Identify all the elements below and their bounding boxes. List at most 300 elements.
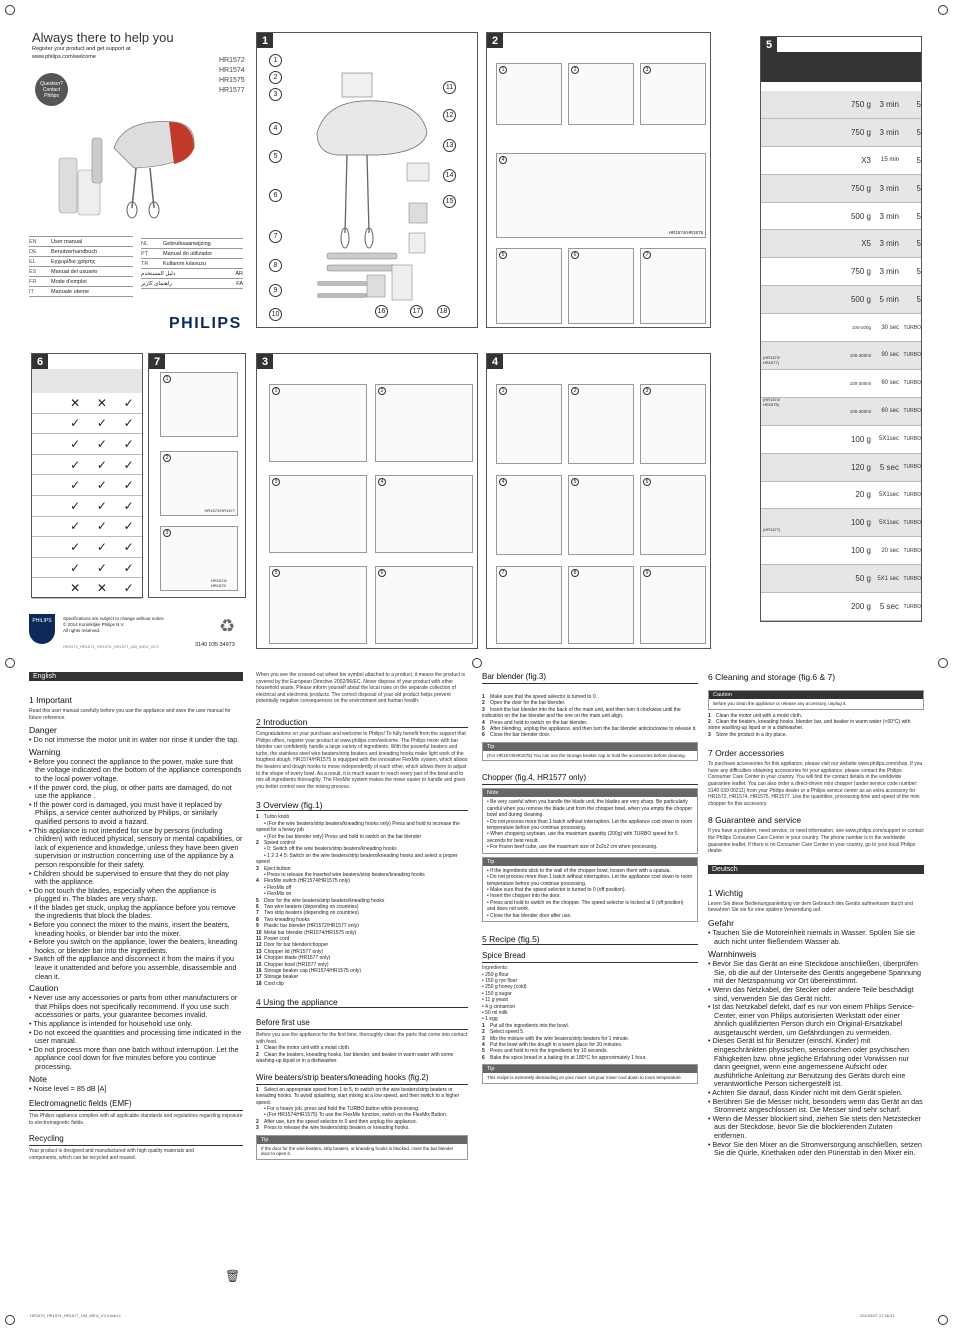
item-text: • FlexMix off — [264, 884, 292, 891]
part-9-label: 9 — [269, 284, 282, 297]
recipe-speed: 5 — [916, 239, 921, 249]
lang-code: PT — [141, 250, 149, 257]
recipe-time: 3 min — [879, 127, 899, 137]
recipe-table-header — [761, 52, 921, 82]
item-text: • (For the wire beaters/strip beaters/kneading hooks only) Press and hold to increase the speed for a heavy job — [256, 820, 460, 834]
section-heading: 7 Order accessories — [708, 748, 785, 759]
recipe-qty: 100-200g — [851, 325, 871, 331]
recipe-qty: 500 g — [850, 211, 871, 221]
recipe-qty: X3 — [861, 155, 871, 165]
bullet-item: • This appliance is intended for household use only. — [29, 1019, 193, 1028]
part-17-label: 17 — [410, 305, 423, 318]
item-number: 5 — [482, 726, 485, 733]
note-list — [29, 1085, 243, 1094]
figure-number: 2 — [487, 33, 503, 48]
language-banner: Deutsch — [708, 865, 924, 874]
lang-code: FR — [29, 278, 37, 285]
figure-number: 4 — [487, 354, 503, 369]
recipe-qty: 120 g — [850, 462, 871, 472]
bullet-item: • 4 g cinnamon — [482, 1003, 516, 1010]
item-number: 14 — [256, 955, 262, 962]
spec-block — [29, 612, 245, 652]
item-text: • For a heavy job, press and hold the TURBO button while processing. — [264, 1105, 420, 1112]
registration-mark-icon — [938, 658, 948, 668]
recipe-qty: 20 g — [855, 490, 871, 500]
item-text: Open the door for the bar blender. — [490, 700, 566, 707]
bullet-item: • Close the bar blender door after use. — [487, 912, 572, 919]
recipe-row — [761, 593, 921, 621]
caution-heading: Caution — [29, 983, 59, 994]
lang-name[interactable]: دليل المستخدم — [141, 270, 176, 277]
part-3-label: 3 — [269, 88, 282, 101]
subsection-heading: Spice Bread — [482, 951, 698, 963]
model-note: HR1574/ HR1575 — [211, 578, 227, 588]
cross-icon: ✕ — [70, 395, 81, 410]
recipe-qty: 750 g — [850, 99, 871, 109]
check-icon: ✓ — [70, 519, 81, 534]
item-text: Storage beaker — [264, 974, 299, 981]
recipe-row — [761, 119, 921, 147]
item-text: Make sure that the speed selector is turned to 0. — [490, 694, 598, 700]
note-heading: Note — [29, 1073, 47, 1084]
check-icon: ✓ — [70, 416, 81, 431]
badge-line2: Contact — [42, 87, 61, 93]
item-text: Mix the mixture with the wire beaters/strip beaters for 1 minute. — [490, 1035, 630, 1042]
part-13-label: 13 — [443, 139, 456, 152]
item-text: Door for bar blender/chopper — [264, 942, 329, 949]
tip-label: Tip — [483, 858, 697, 866]
footer-left: HR1572_HR1574_HR1577_UM_WEU_V3.0.indd 1 — [30, 1313, 121, 1318]
step-tile: 4 — [375, 475, 473, 553]
recipe-row — [761, 203, 921, 231]
step-list — [482, 1023, 698, 1061]
item-number: 17 — [256, 974, 262, 981]
recipe-speed: 5 — [916, 99, 921, 109]
part-5-label: 5 — [269, 150, 282, 163]
subsection-heading: Chopper (fig.4, HR1577 only) — [482, 773, 698, 785]
weee-bin-icon: 🗑 — [225, 1269, 241, 1283]
check-icon: ✓ — [96, 436, 107, 451]
column-3 — [482, 672, 698, 1272]
registration-mark-icon — [938, 5, 948, 15]
bullet-item: • Do not immerse the motor unit in water nor rinse it under the tap. — [29, 735, 240, 745]
bullet-item: • Do not process more than 1 batch without interruption. Let the appliance cool down to room temperature before you continue processing. — [487, 818, 693, 832]
part-7-label: 7 — [269, 230, 282, 243]
check-icon: ✓ — [70, 560, 81, 575]
recipe-time: 5 min — [879, 295, 899, 305]
part-14-label: 14 — [443, 169, 456, 182]
check-icon: ✓ — [123, 498, 134, 513]
list-item — [256, 981, 468, 987]
item-number: 11 — [256, 936, 262, 943]
bullet-item: • Wenn die Messer blockiert sind, ziehen Sie stets den Netzstecker aus der Steckdose, bevor Sie die blockierenden Zutaten entfernen. — [708, 1113, 921, 1140]
model-note: HR1574/HR1575 — [668, 230, 703, 235]
part-15-label: 15 — [443, 195, 456, 208]
bullet-item: • Do not exceed the quantities and processing time indicated in the user manual. — [29, 1027, 242, 1046]
item-text: Select an appropriate speed from 1 to 5, to switch on the wire beaters/strip beaters or kneading hooks. To avoid splashing, start mixing at a low speed, and then switch to a higher speed. — [256, 1086, 460, 1106]
recipe-speed: TURBO — [903, 464, 921, 471]
item-number: 2 — [482, 700, 485, 707]
step-tile: 9 — [640, 566, 706, 644]
caution-label: Caution — [709, 691, 923, 699]
item-number: 1 — [256, 1045, 259, 1052]
subsection-heading: Wire beaters/strip beaters/kneading hooks (fig.2) — [256, 1073, 468, 1085]
guarantee-text: If you have a problem, need service, or need information, see www.philips.com/support or contact the Philips Consumer Care Center in your country. The phone number is in the worldwide guarantee leaflet. If there is no Consumer Care Center in your country, go to your local Philips dealer. — [708, 828, 924, 855]
recipe-row — [761, 286, 921, 314]
list-item — [482, 1055, 698, 1061]
item-number: 3 — [256, 865, 259, 872]
recipe-qty: 200 g — [850, 602, 871, 612]
philips-shield-icon: PHILIPS — [29, 614, 55, 644]
product-illustration — [54, 108, 204, 228]
item-text: Cord clip — [264, 980, 284, 987]
figure-1-panel — [256, 32, 478, 328]
check-icon: ✓ — [123, 539, 134, 554]
caution-box — [708, 690, 924, 710]
item-number: 2 — [256, 1118, 259, 1125]
item-number: 4 — [482, 719, 485, 726]
item-text: Speed control — [264, 839, 295, 846]
item-text: Press and hold to switch on the bar blender. — [490, 719, 588, 726]
item-number: 6 — [256, 904, 259, 910]
step-tile: 6 — [640, 475, 706, 555]
item-text: Press and hold to mix the ingredients for 10 seconds. — [490, 1048, 608, 1055]
recipe-speed: 5 — [916, 211, 921, 221]
item-number: 7 — [256, 910, 259, 917]
badge-line3: Philips — [44, 93, 59, 99]
step-tile: 4 HR1574/HR1575 — [496, 153, 706, 238]
ingredients-label: Ingredients: — [482, 964, 509, 971]
recycle-text: When you see the crossed-out wheel bin symbol attached to a product, it means the product is covered by the European Directive 2002/96/EC. Never dispose of your product with other household waste. Please inform yourself about the local rules on the separate collection of electrical and electronic products. The correct disposal of your old product helps prevent potentially negative consequences on the environment and human health. — [256, 672, 466, 705]
bullet-item: • Tauchen Sie die Motoreinheit niemals in Wasser. Spülen Sie sie auch nicht unter fließendem Wasser ab. — [708, 927, 916, 946]
part-18-label: 18 — [437, 305, 450, 318]
emf-heading: Electromagnetic fields (EMF) — [29, 1099, 243, 1111]
item-number: 2 — [708, 719, 711, 725]
section-heading: 1 Important — [29, 695, 72, 705]
tip-label: Tip — [483, 1065, 697, 1073]
bullet-item: • Bevor Sie den Mixer an die Stromversorgung anschließen, setzen Sie die Quirle, Knethaken oder den Pürierstab in den Mixer ein. — [708, 1139, 922, 1158]
step-tile: 1 — [496, 384, 562, 464]
item-number: 2 — [256, 1051, 259, 1058]
doc-code: 3140 035 34973 — [195, 642, 235, 648]
lang-name[interactable]: User manual — [51, 238, 83, 245]
cross-icon: ✕ — [96, 581, 107, 596]
check-icon: ✓ — [96, 457, 107, 472]
bullet-item: • Wenn das Netzkabel, der Stecker oder andere Teile beschädigt sind, verwenden Sie das Gerät nicht. — [708, 984, 914, 1003]
item-text: • Press to release the inserted wire beaters/strip beaters/kneading hooks — [264, 871, 425, 878]
check-icon: ✓ — [70, 436, 81, 451]
cleaning-header — [32, 369, 142, 393]
figure-number: 5 — [761, 37, 777, 52]
item-number: 3 — [708, 731, 711, 738]
recipe-row — [761, 509, 921, 537]
recipe-qty: 750 g — [850, 267, 871, 277]
bullet-item: • Dieses Gerät ist für Benutzer (einschl. Kinder) mit eingeschränkten physischen, sensorischen oder psychischen Fähigkeiten bzw. ohne jegliche Erfahrung oder Vorwissen nur dann geeignet, wenn eine angemessene Aufsicht oder ausführliche Anleitung zur Benutzung des Geräts durch eine verantwortliche Person sichergestellt ist. — [708, 1036, 909, 1089]
item-text: Power cord — [264, 936, 290, 943]
bullet-item: • 11 g yeast — [482, 997, 508, 1004]
part-10-label: 10 — [269, 308, 282, 321]
bullet-item: • Berühren Sie die Messer nicht, besonders wenn das Gerät an das Stromnetz angeschlossen ist. Die Messer sind sehr scharf. — [708, 1096, 923, 1115]
bullet-item: • If the power cord is damaged, you must have it replaced by Philips, a service center authorized by Philips, or similarly qualified persons to avoid a hazard. — [29, 799, 222, 826]
lang-name[interactable]: Manual del usuario — [51, 268, 98, 275]
section-heading: 4 Using the appliance — [256, 997, 468, 1008]
clean-list — [708, 713, 924, 739]
recipe-time: 3 min — [879, 211, 899, 221]
item-number: 3 — [256, 1125, 259, 1132]
note-label: Note — [483, 789, 697, 797]
step-tile: 1 — [160, 372, 238, 437]
language-table-left — [29, 236, 133, 297]
bullet-item: • This appliance is not intended for use by persons (including children) with reduced physical, sensory or mental capabilities, or lack of experience and knowledge, unless they have been given supervision or instruction concerning use of the appliance by a person responsible for their safety. — [29, 825, 243, 869]
item-number: 2 — [482, 1029, 485, 1036]
file-code: HR1572_HR1574_HR1575_HR1577_UM_WEU_V3.0 — [63, 644, 159, 649]
check-icon: ✓ — [123, 457, 134, 472]
cleaning-row — [32, 455, 142, 476]
figure-4-panel — [486, 353, 711, 649]
recipe-time: 15 min — [880, 157, 899, 164]
item-number: 4 — [482, 1042, 485, 1048]
bullet-item: • Do not touch the blades, especially when the appliance is plugged in. The blades are very sharp. — [29, 885, 217, 904]
bar-list — [482, 694, 698, 739]
bullet-item: • For frozen beef cube, use the maximum size of 2x2x2 cm when processing. — [487, 844, 658, 851]
step-tile: 6 — [375, 566, 473, 644]
step-tile: 7 — [496, 566, 562, 644]
section-heading: 1 Wichtig — [708, 887, 743, 898]
recipe-speed: TURBO — [903, 547, 921, 554]
question-badge[interactable] — [35, 73, 68, 106]
recipe-qty: 50 g — [855, 574, 871, 584]
recipe-speed: 5 — [916, 155, 921, 165]
item-number: 1 — [256, 1086, 259, 1093]
recipe-row — [761, 314, 921, 342]
spec-line: Specifications are subject to change without notice — [63, 616, 164, 621]
list-item — [708, 732, 924, 738]
subsection-heading: Bar blender (fig.3) — [482, 672, 698, 684]
section-heading: 8 Guarantee and service — [708, 815, 802, 826]
check-icon: ✓ — [96, 560, 107, 575]
bullet-item: • Switch off the appliance and disconnect it from the mains if you leave it unattended and before you assemble, disassemble and clean it. — [29, 954, 237, 981]
item-number: 3 — [482, 1035, 485, 1042]
lang-name[interactable]: Gebruiksaanwijzing — [163, 240, 211, 247]
intro-line: Read this user manual carefully before you use the appliance and save the user manual for future reference. — [29, 708, 231, 721]
model-list — [219, 56, 245, 96]
register-line: Register your product and get support at — [32, 46, 131, 52]
language-banner: English — [29, 672, 243, 681]
tip-label: Tip — [257, 1136, 467, 1144]
part-2-label: 2 — [269, 71, 282, 84]
step-tile: 2 — [375, 384, 473, 462]
bullet-item: • Press and hold to switch on the chopper. The speed selector is locked at 0 (off position) and does not work. — [487, 899, 684, 913]
lang-code: EL — [29, 258, 36, 265]
bullet-item: • Noise level = 85 dB [A] — [29, 1083, 107, 1093]
before-text: Before you use the appliance for the first time, thoroughly clean the parts that come into contact with food. — [256, 1032, 468, 1045]
list-item — [256, 1087, 468, 1106]
brand-logo: PHILIPS — [169, 315, 242, 332]
gefahr-heading: Gefahr — [708, 917, 734, 928]
lang-name[interactable]: Mode d'emploi — [51, 278, 87, 285]
check-icon: ✓ — [123, 581, 134, 596]
lang-name[interactable]: Manual do utilizador — [163, 250, 213, 257]
recipe-row — [761, 230, 921, 258]
check-icon: ✓ — [96, 519, 107, 534]
item-number: 15 — [256, 961, 262, 968]
bullet-item: • 150 g rye flour — [482, 977, 518, 984]
model-note: (HR1572/ HR1577) — [763, 355, 781, 365]
recipe-row — [761, 454, 921, 482]
recipe-row — [761, 565, 921, 593]
item-text: • 1 2 3 4 5: Switch on the wire beaters/strip beaters/kneading hooks and select a proper speed — [256, 852, 458, 866]
item-number: 4 — [256, 878, 259, 885]
registration-mark-icon — [938, 1315, 948, 1325]
recipe-qty: 100 g — [850, 546, 871, 556]
list-item — [708, 719, 924, 732]
cleaning-row — [32, 434, 142, 455]
tip-box — [256, 1135, 468, 1160]
bullet-item: • If the ingredients stick to the wall of the chopper bowl, loosen them with a spatula. — [487, 867, 671, 874]
item-text: Chopper bowl (HR1577 only) — [264, 961, 329, 968]
part-1-label: 1 — [269, 54, 282, 67]
tip-text: This recipe is extremely demanding on your mixer. Let your mixer cool down to room temperature. — [487, 1075, 682, 1081]
item-text: After use, turn the speed selector to 0 and then unplug the appliance. — [264, 1118, 418, 1125]
lang-name[interactable]: راهنمای کاربر — [141, 280, 172, 287]
lang-code: AR — [235, 270, 243, 277]
cleaning-row — [32, 414, 142, 435]
recycle-icon: ♻ — [219, 616, 236, 636]
cleaning-table — [32, 393, 142, 599]
cross-icon: ✕ — [70, 581, 81, 596]
item-number: 9 — [256, 923, 259, 930]
recipe-time: 5X1 sec — [877, 575, 899, 582]
before-list — [256, 1045, 468, 1064]
note-list — [483, 797, 697, 852]
recipe-speed: TURBO — [903, 519, 921, 526]
part-4-label: 4 — [269, 122, 282, 135]
figure-number: 1 — [257, 33, 273, 48]
column-2 — [256, 672, 468, 1272]
step-tile: 3 — [640, 384, 706, 464]
lang-name[interactable]: Benutzerhandbuch — [51, 248, 98, 255]
cover-title: Always there to help you — [32, 30, 174, 45]
lang-code: DE — [29, 248, 37, 255]
list-item — [482, 732, 698, 738]
part-16-label: 16 — [375, 305, 388, 318]
item-text: Plastic bar blender (HR1572/HR1577 only) — [264, 923, 359, 930]
item-text: Insert the bar blender into the back of the main unit, and then turn it clockwise until the indication on the bar blender and the one on the main unit align. — [482, 706, 681, 720]
recipe-row — [761, 482, 921, 510]
cleaning-row — [32, 578, 142, 599]
recipe-speed: TURBO — [903, 491, 921, 498]
recipe-speed: TURBO — [903, 603, 921, 610]
item-number: 6 — [482, 732, 485, 739]
item-text: Put all the ingredients into the bowl. — [490, 1022, 569, 1029]
recipe-row — [761, 147, 921, 175]
lang-code: FA — [236, 280, 243, 287]
lang-name[interactable]: Kullanım kılavuzu — [163, 260, 207, 267]
recipe-time: 5 sec — [879, 462, 899, 472]
tip-box — [482, 857, 698, 922]
check-icon: ✓ — [123, 519, 134, 534]
bullet-item: • 150 g sugar — [482, 990, 512, 997]
item-text: • FlexMix on — [264, 891, 292, 898]
warn-list — [708, 960, 924, 1158]
list-item — [256, 1052, 468, 1065]
item-number: 1 — [482, 1022, 485, 1029]
bullet-item: • Never use any accessories or parts from other manufacturers or that Philips does not specifically recommend. If you use such accessories or parts, your guarantee becomes invalid. — [29, 993, 238, 1020]
item-number: 12 — [256, 942, 262, 949]
model-4: HR1577 — [219, 87, 245, 94]
bullet-item: • 250 g honey (cold) — [482, 984, 527, 991]
cross-icon: ✕ — [96, 395, 107, 410]
figure-number: 3 — [257, 354, 273, 369]
subsection-heading: Before first use — [256, 1018, 468, 1030]
section-heading: 6 Cleaning and storage (fig.6 & 7) — [708, 672, 836, 682]
recipe-speed: TURBO — [903, 324, 921, 331]
item-text: Clean the beaters, kneading hooks, blender bar, and beaker in warm water (<60°C) with some washing-up liquid or in a dishwasher. — [708, 719, 911, 732]
item-number: 13 — [256, 948, 262, 955]
item-text: Store the product in a dry place. — [716, 731, 787, 738]
item-text: Two wire beaters (depending on countries) — [264, 904, 359, 910]
language-table-right — [141, 238, 243, 289]
item-text: • (For HR1574/HR1575) To use the FlexMix function, switch on the FlexMix Button. — [264, 1112, 448, 1119]
order-text: To purchase accessories for this appliance, please visit our website www.philips.com/shop. If you have any difficulties obtaining accessories for your appliance, please contact the Philips Consumer Care Center in your country. You will find the contact details in the worldwide guarantee leaflet. You can also order a direct-driven mini chopper (under service code number: 3140 039 00211) from your Philips dealer or a Philips service center as an extra accessory for HR1572, HR1574, HR1575, HR1577. Use the quantities, processing time and speed of the mini chopper for this accessory. — [708, 761, 923, 807]
lang-code: TR — [141, 260, 149, 267]
bullet-item: • 1 egg — [482, 1016, 498, 1023]
lang-name[interactable]: Manuale utente — [51, 288, 89, 295]
recipe-time: 60 sec — [881, 380, 899, 387]
recipe-time: 30 sec — [881, 324, 899, 331]
bullet-item: • Before you connect the appliance to the power, make sure that the voltage indicated on the bottom of the appliance corresponds to the local power voltage. — [29, 756, 242, 783]
register-url[interactable]: www.philips.com/welcome — [32, 54, 96, 60]
recipe-row — [761, 91, 921, 119]
note-box — [482, 788, 698, 853]
figure-6-panel — [31, 353, 143, 598]
item-number: 6 — [482, 1054, 485, 1061]
recipe-speed: TURBO — [903, 436, 921, 443]
footer-right: 2014/3/27 17:36:31 — [860, 1313, 895, 1318]
item-number: 16 — [256, 968, 262, 975]
item-text: Door for the wire beaters/strip beaters/kneading hooks — [264, 897, 385, 904]
bullet-item: • Be very careful when you handle the blade unit, the blades are very sharp. Be particularly careful when you remove the blade unit from the chopper bowl, when you empty the chopper bowl and during cleaning. — [487, 799, 693, 819]
item-text: Put the bowl with the dough in a warm place for 20 minutes. — [490, 1042, 623, 1048]
registration-mark-icon — [472, 658, 482, 668]
warnhinweis-heading: Warnhinweis — [708, 949, 757, 960]
lang-code: IT — [29, 288, 34, 295]
model-note: HR1572/HR1577 — [204, 508, 235, 513]
tip-text: (For HR1574/HR1575) You can use the storage beaker cap to hold the accessories before cleaning. — [487, 752, 686, 758]
bullet-item: • Ist das Netzkabel defekt, darf es nur von einem Philips Service-Center, einer von Philips autorisierten Werkstatt oder einer ähnlich qualifizierten Person durch ein Original-Ersatzkabel ausgetauscht werden, um Gefährdungen zu vermeiden. — [708, 1002, 915, 1037]
item-number: 5 — [256, 897, 259, 904]
spec-line: © 2014 Koninklijke Philips N.V. — [63, 622, 125, 627]
recipe-time: 90 sec — [881, 352, 899, 359]
item-number: 3 — [482, 706, 485, 713]
recipe-row — [761, 398, 921, 426]
step-tile: 1 — [269, 384, 367, 462]
step-tile: 7 — [640, 248, 706, 324]
lang-name[interactable]: Εγχειρίδιο χρήσης — [51, 258, 96, 265]
item-text: Press to release the wire beaters/strip beaters or kneading hooks. — [264, 1125, 410, 1132]
recipe-qty: 500 g — [850, 295, 871, 305]
recipe-speed: TURBO — [903, 352, 921, 359]
recipe-qty: 100 g — [850, 518, 871, 528]
bullet-item: • Do not process more than one batch without interruption. Let the appliance cool down for five minutes before you continue processing. — [29, 1044, 239, 1071]
bullet-item: • When chopping soybean, use the maximum quantity (200g) with TURBO speed for 5 seconds for best result. — [487, 831, 678, 844]
part-6-label: 6 — [269, 189, 282, 202]
recipe-time: 5X1sec — [878, 436, 899, 443]
recipe-time: 3 min — [879, 239, 899, 249]
registration-mark-icon — [5, 5, 15, 15]
item-number: 10 — [256, 929, 262, 936]
item-number: 1 — [256, 814, 259, 821]
